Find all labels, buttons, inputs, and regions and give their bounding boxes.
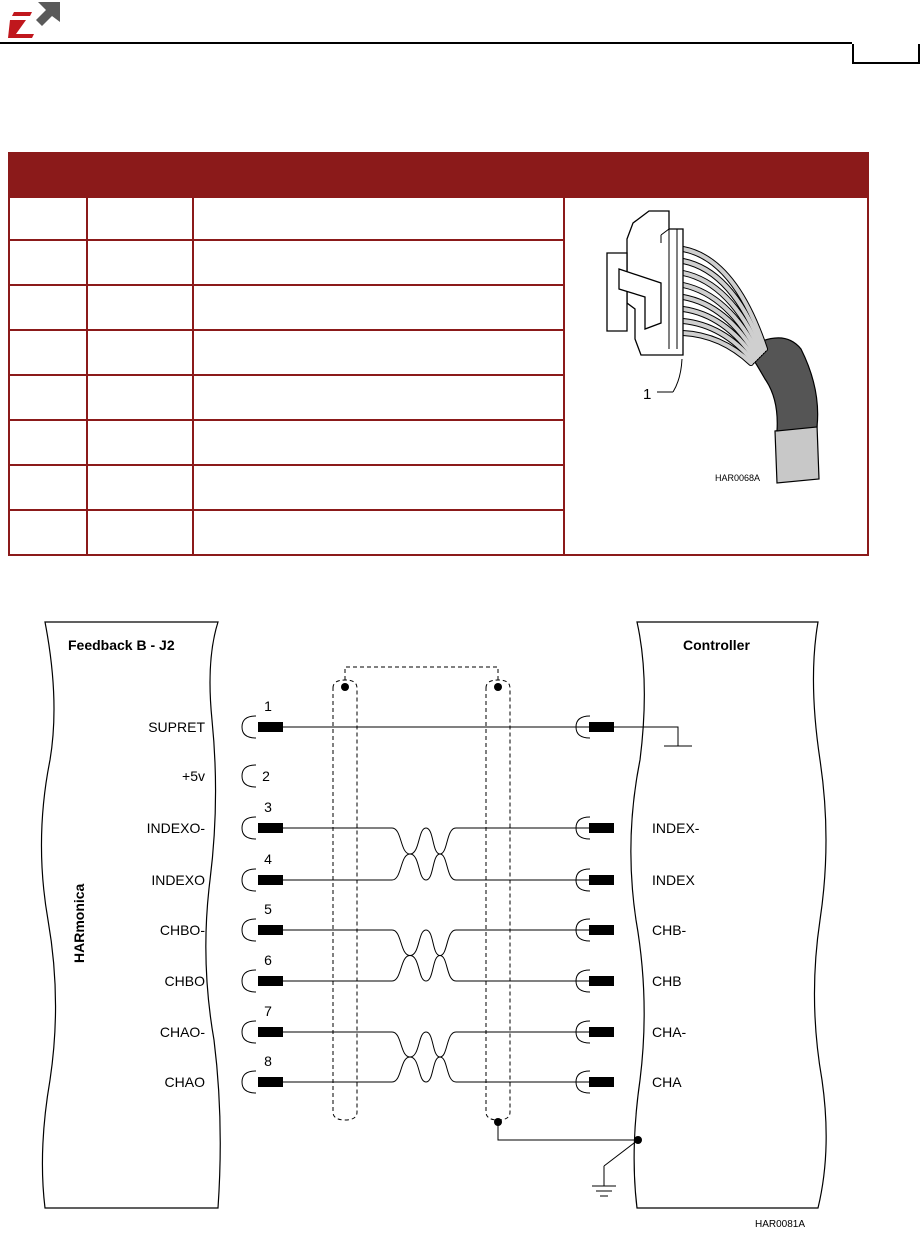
table-row-divider (8, 509, 564, 511)
twisted-wire (283, 828, 589, 880)
connector-image-code: HAR0068A (715, 473, 761, 483)
pin-contact (589, 875, 614, 885)
left-signal-label: INDEXO- (146, 820, 205, 836)
table-row-divider (8, 329, 564, 331)
pin-number: 5 (264, 901, 272, 917)
pin-number: 1 (264, 698, 272, 714)
left-box-title: Feedback B - J2 (68, 637, 175, 653)
pin-number: 4 (264, 851, 272, 867)
left-signal-label: CHAO- (159, 1024, 205, 1040)
connector-pin-label: 1 (643, 386, 652, 403)
pin-contact (258, 925, 283, 935)
left-signal-label: CHBO- (159, 922, 205, 938)
table-col-divider (192, 198, 194, 554)
table-col-divider (86, 198, 88, 554)
pin-contact (589, 722, 614, 732)
left-signal-label: INDEXO (151, 872, 205, 888)
pin-rows (147, 698, 700, 1093)
left-signal-label: +5v (182, 768, 205, 784)
right-signal-label: INDEX (652, 872, 695, 888)
pin-contact (258, 1077, 283, 1087)
pin-number: 2 (262, 768, 270, 784)
right-signal-label: CHB (652, 973, 682, 989)
twisted-wire (283, 930, 589, 981)
pin-table-header (8, 152, 869, 198)
left-signal-label: CHBO (164, 973, 205, 989)
company-logo (8, 2, 60, 38)
socket-symbol (242, 919, 256, 941)
right-signal-label: INDEX- (652, 820, 700, 836)
pin-contact (258, 976, 283, 986)
wiring-diagram (0, 600, 923, 1233)
pin-number: 3 (264, 799, 272, 815)
pin-contact (589, 976, 614, 986)
right-signal-label: CHB- (652, 922, 687, 938)
socket-symbol (242, 869, 256, 891)
table-row-divider (8, 239, 564, 241)
pin-contact (258, 722, 283, 732)
left-signal-label: CHAO (164, 1074, 205, 1090)
table-row-divider (8, 464, 564, 466)
pin-contact (589, 925, 614, 935)
diagram-image-code: HAR0081A (755, 1219, 806, 1230)
twisted-wire (283, 828, 589, 880)
left-signal-label: SUPRET (148, 719, 205, 735)
pin-contact (258, 1027, 283, 1037)
socket-symbol (242, 817, 256, 839)
table-row-divider (8, 284, 564, 286)
table-row-divider (8, 419, 564, 421)
right-box-title: Controller (683, 637, 750, 653)
pin-contact (589, 1027, 614, 1037)
socket-symbol (242, 1021, 256, 1043)
pin-contact (258, 875, 283, 885)
twisted-wire (283, 1032, 589, 1082)
pin-contact (589, 1077, 614, 1087)
page-number-box (852, 44, 920, 64)
connector-illustration (565, 199, 867, 553)
socket-symbol (242, 765, 256, 787)
right-signal-label: CHA- (652, 1024, 687, 1040)
socket-symbol (242, 1071, 256, 1093)
header-rule (0, 42, 852, 44)
socket-symbol (242, 970, 256, 992)
product-label: HARmonica (71, 883, 87, 963)
twisted-wire (283, 930, 589, 981)
pin-number: 7 (264, 1003, 272, 1019)
table-row-divider (8, 374, 564, 376)
socket-symbol (242, 716, 256, 738)
pin-contact (589, 823, 614, 833)
right-signal-label: CHA (652, 1074, 682, 1090)
twisted-wire (283, 1032, 589, 1082)
pin-number: 8 (264, 1053, 272, 1069)
pin-number: 6 (264, 952, 272, 968)
pin-contact (258, 823, 283, 833)
